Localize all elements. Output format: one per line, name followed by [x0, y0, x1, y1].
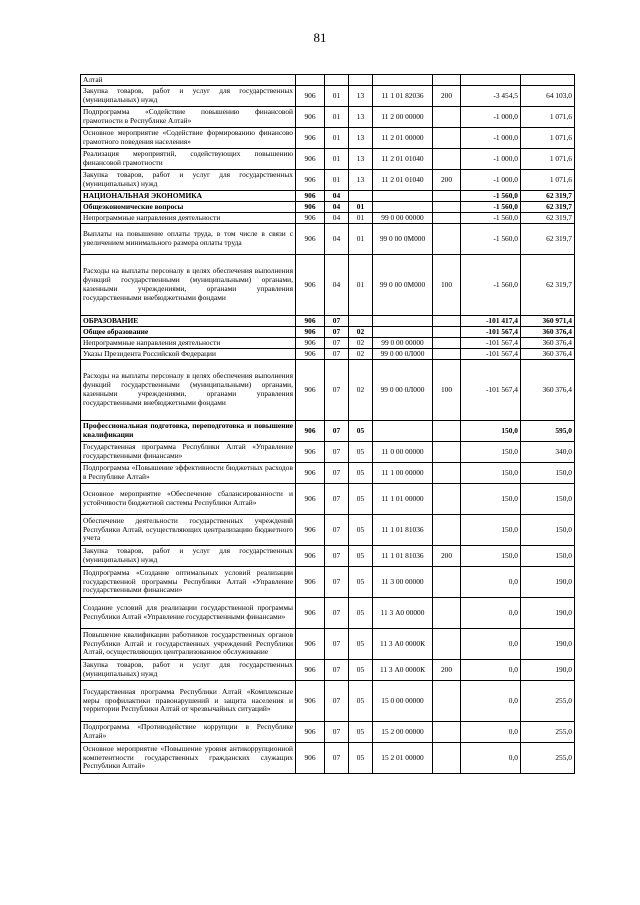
- row-expense-type: [433, 202, 461, 213]
- row-name: Закупка товаров, работ и услуг для государственных (муниципальных) нужд: [81, 170, 296, 191]
- row-amount-total: 190,0: [521, 567, 575, 598]
- row-section: 07: [325, 442, 349, 463]
- row-name: Профессиональная подготовка, переподготовка и повышение квалификации: [81, 421, 296, 442]
- row-amount-total: 1 071,6: [521, 107, 575, 128]
- row-amount-total: 1 071,6: [521, 128, 575, 149]
- row-amount-change: -101 567,4: [461, 338, 521, 349]
- row-code: 906: [296, 327, 325, 338]
- row-target-article: 11 0 00 00000: [373, 442, 433, 463]
- row-section: 04: [325, 202, 349, 213]
- row-amount-total: [521, 75, 575, 86]
- row-subsection: 02: [349, 327, 373, 338]
- row-target-article: [373, 421, 433, 442]
- table-row: [81, 349, 575, 360]
- row-amount-total: 360 376,4: [521, 338, 575, 349]
- row-amount-change: 0,0: [461, 660, 521, 681]
- table-row: [81, 191, 575, 202]
- row-name: Непрограммные направления деятельности: [81, 213, 296, 224]
- row-section: 07: [325, 316, 349, 327]
- row-subsection: 01: [349, 213, 373, 224]
- row-target-article: 15 0 00 00000: [373, 681, 433, 722]
- row-name: Общее образование: [81, 327, 296, 338]
- row-amount-total: 62 319,7: [521, 191, 575, 202]
- row-amount-change: 150,0: [461, 484, 521, 515]
- row-name: Основное мероприятие «Содействие формированию финансово грамотного поведения населения»: [81, 128, 296, 149]
- row-amount-total: 190,0: [521, 629, 575, 660]
- row-amount-change: -101 567,4: [461, 349, 521, 360]
- row-section: 07: [325, 629, 349, 660]
- row-amount-change: 150,0: [461, 515, 521, 546]
- table-row: [81, 484, 575, 515]
- row-subsection: 05: [349, 484, 373, 515]
- row-expense-type: 100: [433, 255, 461, 316]
- row-amount-change: 0,0: [461, 743, 521, 774]
- row-expense-type: [433, 316, 461, 327]
- row-expense-type: [433, 191, 461, 202]
- row-subsection: 05: [349, 567, 373, 598]
- row-target-article: 99 0 00 00000: [373, 213, 433, 224]
- row-section: 04: [325, 191, 349, 202]
- row-code: 906: [296, 421, 325, 442]
- row-code: 906: [296, 202, 325, 213]
- row-amount-total: 64 103,0: [521, 86, 575, 107]
- row-target-article: 11 1 01 81036: [373, 515, 433, 546]
- row-expense-type: [433, 224, 461, 255]
- row-amount-change: 150,0: [461, 442, 521, 463]
- row-target-article: [373, 191, 433, 202]
- row-amount-total: 360 376,4: [521, 327, 575, 338]
- row-code: 906: [296, 128, 325, 149]
- row-expense-type: [433, 484, 461, 515]
- row-target-article: 15 2 01 00000: [373, 743, 433, 774]
- row-expense-type: [433, 629, 461, 660]
- table-row: [81, 149, 575, 170]
- row-target-article: 11 3 А0 0000К: [373, 660, 433, 681]
- row-section: 04: [325, 255, 349, 316]
- row-expense-type: [433, 681, 461, 722]
- row-code: 906: [296, 224, 325, 255]
- row-name: Расходы на выплаты персоналу в целях обеспечения выполнения функций государственными (муниципальными) органами, казенными учреждениями, органами управления государственными внебюджетными фондами: [81, 360, 296, 421]
- row-amount-total: 360 376,4: [521, 349, 575, 360]
- row-section: 07: [325, 743, 349, 774]
- row-name: ОБРАЗОВАНИЕ: [81, 316, 296, 327]
- row-amount-total: 1 071,6: [521, 149, 575, 170]
- budget-table: [80, 74, 575, 774]
- row-code: 906: [296, 149, 325, 170]
- row-name: Подпрограмма «Повышение эффективности бюджетных расходов в Республике Алтай»: [81, 463, 296, 484]
- row-expense-type: [433, 213, 461, 224]
- row-code: 906: [296, 598, 325, 629]
- row-amount-total: 190,0: [521, 660, 575, 681]
- row-section: 07: [325, 681, 349, 722]
- row-amount-change: -1 560,0: [461, 213, 521, 224]
- row-subsection: 01: [349, 202, 373, 213]
- table-row: [81, 515, 575, 546]
- row-name: Общеэкономические вопросы: [81, 202, 296, 213]
- row-name: Выплаты на повышение оплаты труда, в том числе в связи с увеличением минимального размера оплаты труда: [81, 224, 296, 255]
- table-row: [81, 421, 575, 442]
- table-row: [81, 202, 575, 213]
- row-amount-change: 150,0: [461, 546, 521, 567]
- row-code: 906: [296, 360, 325, 421]
- row-target-article: 11 1 01 00000: [373, 484, 433, 515]
- row-section: 07: [325, 349, 349, 360]
- row-name: Обеспечение деятельности государственных учреждений Республики Алтай, осуществляющих централизацию бюджетного учета: [81, 515, 296, 546]
- row-expense-type: 200: [433, 546, 461, 567]
- row-amount-change: 0,0: [461, 722, 521, 743]
- table-row: [81, 598, 575, 629]
- row-section: 07: [325, 515, 349, 546]
- row-target-article: 11 2 00 00000: [373, 107, 433, 128]
- row-target-article: 11 3 00 00000: [373, 567, 433, 598]
- row-subsection: 13: [349, 107, 373, 128]
- row-section: 01: [325, 128, 349, 149]
- row-code: 906: [296, 255, 325, 316]
- row-subsection: 01: [349, 255, 373, 316]
- row-code: 906: [296, 316, 325, 327]
- table-row: [81, 629, 575, 660]
- row-code: 906: [296, 349, 325, 360]
- row-code: [296, 75, 325, 86]
- row-code: 906: [296, 442, 325, 463]
- row-expense-type: [433, 327, 461, 338]
- row-target-article: 11 2 01 01040: [373, 170, 433, 191]
- row-target-article: 11 3 А0 0000К: [373, 629, 433, 660]
- row-subsection: 13: [349, 170, 373, 191]
- table-row: [81, 660, 575, 681]
- row-amount-change: -101 417,4: [461, 316, 521, 327]
- page-number: 81: [313, 30, 327, 45]
- row-target-article: 99 0 00 0М000: [373, 224, 433, 255]
- row-target-article: [373, 327, 433, 338]
- row-expense-type: 200: [433, 660, 461, 681]
- row-section: 07: [325, 338, 349, 349]
- row-amount-change: -1 560,0: [461, 224, 521, 255]
- row-name: Подпрограмма «Содействие повышению финансовой грамотности в Республике Алтай»: [81, 107, 296, 128]
- row-name: Повышение квалификации работников государственных органов Республики Алтай и государственных учреждений Республики Алтай, осуществляющих централизованное обслуживание: [81, 629, 296, 660]
- row-amount-total: 62 319,7: [521, 255, 575, 316]
- row-code: 906: [296, 743, 325, 774]
- row-amount-change: 0,0: [461, 681, 521, 722]
- row-expense-type: 200: [433, 170, 461, 191]
- row-expense-type: [433, 75, 461, 86]
- row-section: 07: [325, 598, 349, 629]
- row-subsection: 02: [349, 349, 373, 360]
- row-section: [325, 75, 349, 86]
- row-expense-type: [433, 515, 461, 546]
- row-section: 07: [325, 327, 349, 338]
- row-subsection: 02: [349, 338, 373, 349]
- row-amount-total: 360 376,4: [521, 360, 575, 421]
- row-amount-change: -1 000,0: [461, 149, 521, 170]
- table-row: [81, 128, 575, 149]
- table-row: [81, 463, 575, 484]
- row-amount-total: 595,0: [521, 421, 575, 442]
- row-expense-type: [433, 338, 461, 349]
- table-row: [81, 546, 575, 567]
- row-name: Основное мероприятие «Повышение уровня антикоррупционной компетентности государственных гражданских служащих Республики Алтай»: [81, 743, 296, 774]
- row-name: Подпрограмма «Противодействие коррупции в Республике Алтай»: [81, 722, 296, 743]
- row-subsection: 05: [349, 463, 373, 484]
- row-amount-change: 0,0: [461, 598, 521, 629]
- row-expense-type: 200: [433, 86, 461, 107]
- row-subsection: 05: [349, 546, 373, 567]
- row-target-article: 11 2 01 00000: [373, 128, 433, 149]
- table-row: [81, 681, 575, 722]
- table-row: [81, 255, 575, 316]
- row-expense-type: [433, 128, 461, 149]
- row-target-article: 11 1 01 81036: [373, 546, 433, 567]
- row-section: 01: [325, 149, 349, 170]
- row-subsection: 13: [349, 128, 373, 149]
- row-section: 07: [325, 484, 349, 515]
- row-amount-change: -1 000,0: [461, 170, 521, 191]
- row-name: НАЦИОНАЛЬНАЯ ЭКОНОМИКА: [81, 191, 296, 202]
- row-target-article: 99 0 00 0Л000: [373, 349, 433, 360]
- row-expense-type: [433, 567, 461, 598]
- row-amount-total: 150,0: [521, 546, 575, 567]
- row-target-article: 99 0 00 00000: [373, 338, 433, 349]
- row-target-article: 15 2 00 00000: [373, 722, 433, 743]
- row-section: 07: [325, 463, 349, 484]
- row-code: 906: [296, 170, 325, 191]
- row-expense-type: [433, 598, 461, 629]
- row-code: 906: [296, 546, 325, 567]
- row-amount-change: [461, 75, 521, 86]
- row-code: 906: [296, 515, 325, 546]
- row-subsection: [349, 191, 373, 202]
- row-target-article: 11 1 01 82036: [373, 86, 433, 107]
- row-code: 906: [296, 722, 325, 743]
- row-name: Расходы на выплаты персоналу в целях обеспечения выполнения функций государственными (муниципальными) органами, казенными учреждениями, органами управления государственными внебюджетными фондами: [81, 255, 296, 316]
- row-name: Реализация мероприятий, содействующих повышению финансовой грамотности: [81, 149, 296, 170]
- table-row: [81, 316, 575, 327]
- row-section: 07: [325, 660, 349, 681]
- row-code: 906: [296, 629, 325, 660]
- table-row: [81, 75, 575, 86]
- row-code: 906: [296, 107, 325, 128]
- row-amount-total: 1 071,6: [521, 170, 575, 191]
- table-row: [81, 213, 575, 224]
- row-target-article: [373, 75, 433, 86]
- row-subsection: 05: [349, 629, 373, 660]
- row-target-article: 11 2 01 01040: [373, 149, 433, 170]
- row-name: Государственная программа Республики Алтай «Комплексные меры профилактики правонарушений и защита населения и территории Республики Алтай от чрезвычайных ситуаций»: [81, 681, 296, 722]
- row-expense-type: 100: [433, 360, 461, 421]
- row-section: 01: [325, 107, 349, 128]
- row-subsection: 05: [349, 660, 373, 681]
- row-amount-change: -101 567,4: [461, 360, 521, 421]
- row-amount-change: 150,0: [461, 421, 521, 442]
- row-subsection: 13: [349, 149, 373, 170]
- row-code: 906: [296, 484, 325, 515]
- row-target-article: 99 0 00 0М000: [373, 255, 433, 316]
- row-name: Закупка товаров, работ и услуг для государственных (муниципальных) нужд: [81, 86, 296, 107]
- table-row: [81, 107, 575, 128]
- row-amount-change: -1 000,0: [461, 107, 521, 128]
- row-target-article: 11 1 00 00000: [373, 463, 433, 484]
- row-amount-change: -1 000,0: [461, 128, 521, 149]
- row-amount-total: 62 319,7: [521, 224, 575, 255]
- row-amount-total: 150,0: [521, 463, 575, 484]
- row-amount-total: 255,0: [521, 743, 575, 774]
- row-name: Создание условий для реализации государственной программы Республики Алтай «Управление государственными финансами»: [81, 598, 296, 629]
- table-row: [81, 170, 575, 191]
- table-row: [81, 442, 575, 463]
- row-name: Указы Президента Российской Федерации: [81, 349, 296, 360]
- table-row: [81, 722, 575, 743]
- row-amount-change: -1 560,0: [461, 202, 521, 213]
- row-subsection: 05: [349, 681, 373, 722]
- row-target-article: [373, 202, 433, 213]
- row-expense-type: [433, 107, 461, 128]
- row-amount-total: 340,0: [521, 442, 575, 463]
- row-expense-type: [433, 463, 461, 484]
- table-row: [81, 338, 575, 349]
- budget-table-body: [81, 75, 575, 774]
- row-code: 906: [296, 213, 325, 224]
- row-amount-change: -3 454,5: [461, 86, 521, 107]
- row-amount-total: 62 319,7: [521, 202, 575, 213]
- row-amount-total: 62 319,7: [521, 213, 575, 224]
- row-target-article: 99 0 00 0Л000: [373, 360, 433, 421]
- row-section: 01: [325, 170, 349, 191]
- row-section: 07: [325, 567, 349, 598]
- row-subsection: [349, 316, 373, 327]
- row-subsection: 02: [349, 360, 373, 421]
- row-expense-type: [433, 421, 461, 442]
- row-subsection: 01: [349, 224, 373, 255]
- row-amount-total: 255,0: [521, 681, 575, 722]
- row-expense-type: [433, 442, 461, 463]
- row-amount-change: 0,0: [461, 567, 521, 598]
- table-row: [81, 327, 575, 338]
- row-section: 07: [325, 722, 349, 743]
- row-expense-type: [433, 743, 461, 774]
- row-section: 07: [325, 546, 349, 567]
- row-expense-type: [433, 349, 461, 360]
- row-name: Подпрограмма «Создание оптимальных условий реализации государственной программы Республики Алтай «Управление государственными финансами»: [81, 567, 296, 598]
- row-code: 906: [296, 660, 325, 681]
- row-code: 906: [296, 463, 325, 484]
- row-amount-total: 190,0: [521, 598, 575, 629]
- row-amount-change: -1 560,0: [461, 191, 521, 202]
- row-expense-type: [433, 722, 461, 743]
- row-amount-total: 360 971,4: [521, 316, 575, 327]
- row-amount-total: 150,0: [521, 484, 575, 515]
- row-subsection: 05: [349, 515, 373, 546]
- row-name: Государственная программа Республики Алтай «Управление государственными финансами»: [81, 442, 296, 463]
- row-subsection: 05: [349, 743, 373, 774]
- row-name: Закупка товаров, работ и услуг для государственных (муниципальных) нужд: [81, 546, 296, 567]
- row-target-article: [373, 316, 433, 327]
- row-code: 906: [296, 567, 325, 598]
- table-row: [81, 360, 575, 421]
- row-name: Непрограммные направления деятельности: [81, 338, 296, 349]
- row-name: Основное мероприятие «Обеспечение сбалансированности и устойчивости бюджетной системы Республики Алтай»: [81, 484, 296, 515]
- row-amount-change: -101 567,4: [461, 327, 521, 338]
- row-code: 906: [296, 338, 325, 349]
- row-subsection: 05: [349, 598, 373, 629]
- row-subsection: 13: [349, 86, 373, 107]
- row-target-article: 11 3 А0 00000: [373, 598, 433, 629]
- row-subsection: 05: [349, 421, 373, 442]
- row-amount-change: -1 560,0: [461, 255, 521, 316]
- table-row: [81, 567, 575, 598]
- row-expense-type: [433, 149, 461, 170]
- table-row: [81, 743, 575, 774]
- row-subsection: 05: [349, 442, 373, 463]
- row-subsection: 05: [349, 722, 373, 743]
- row-subsection: [349, 75, 373, 86]
- row-name: Закупка товаров, работ и услуг для государственных (муниципальных) нужд: [81, 660, 296, 681]
- row-name: Алтай: [81, 75, 296, 86]
- row-section: 04: [325, 213, 349, 224]
- row-code: 906: [296, 191, 325, 202]
- table-row: [81, 224, 575, 255]
- row-section: 07: [325, 360, 349, 421]
- row-code: 906: [296, 86, 325, 107]
- row-amount-change: 150,0: [461, 463, 521, 484]
- row-section: 01: [325, 86, 349, 107]
- row-amount-total: 255,0: [521, 722, 575, 743]
- row-amount-total: 150,0: [521, 515, 575, 546]
- row-code: 906: [296, 681, 325, 722]
- row-amount-change: 0,0: [461, 629, 521, 660]
- row-section: 07: [325, 421, 349, 442]
- table-row: [81, 86, 575, 107]
- row-section: 04: [325, 224, 349, 255]
